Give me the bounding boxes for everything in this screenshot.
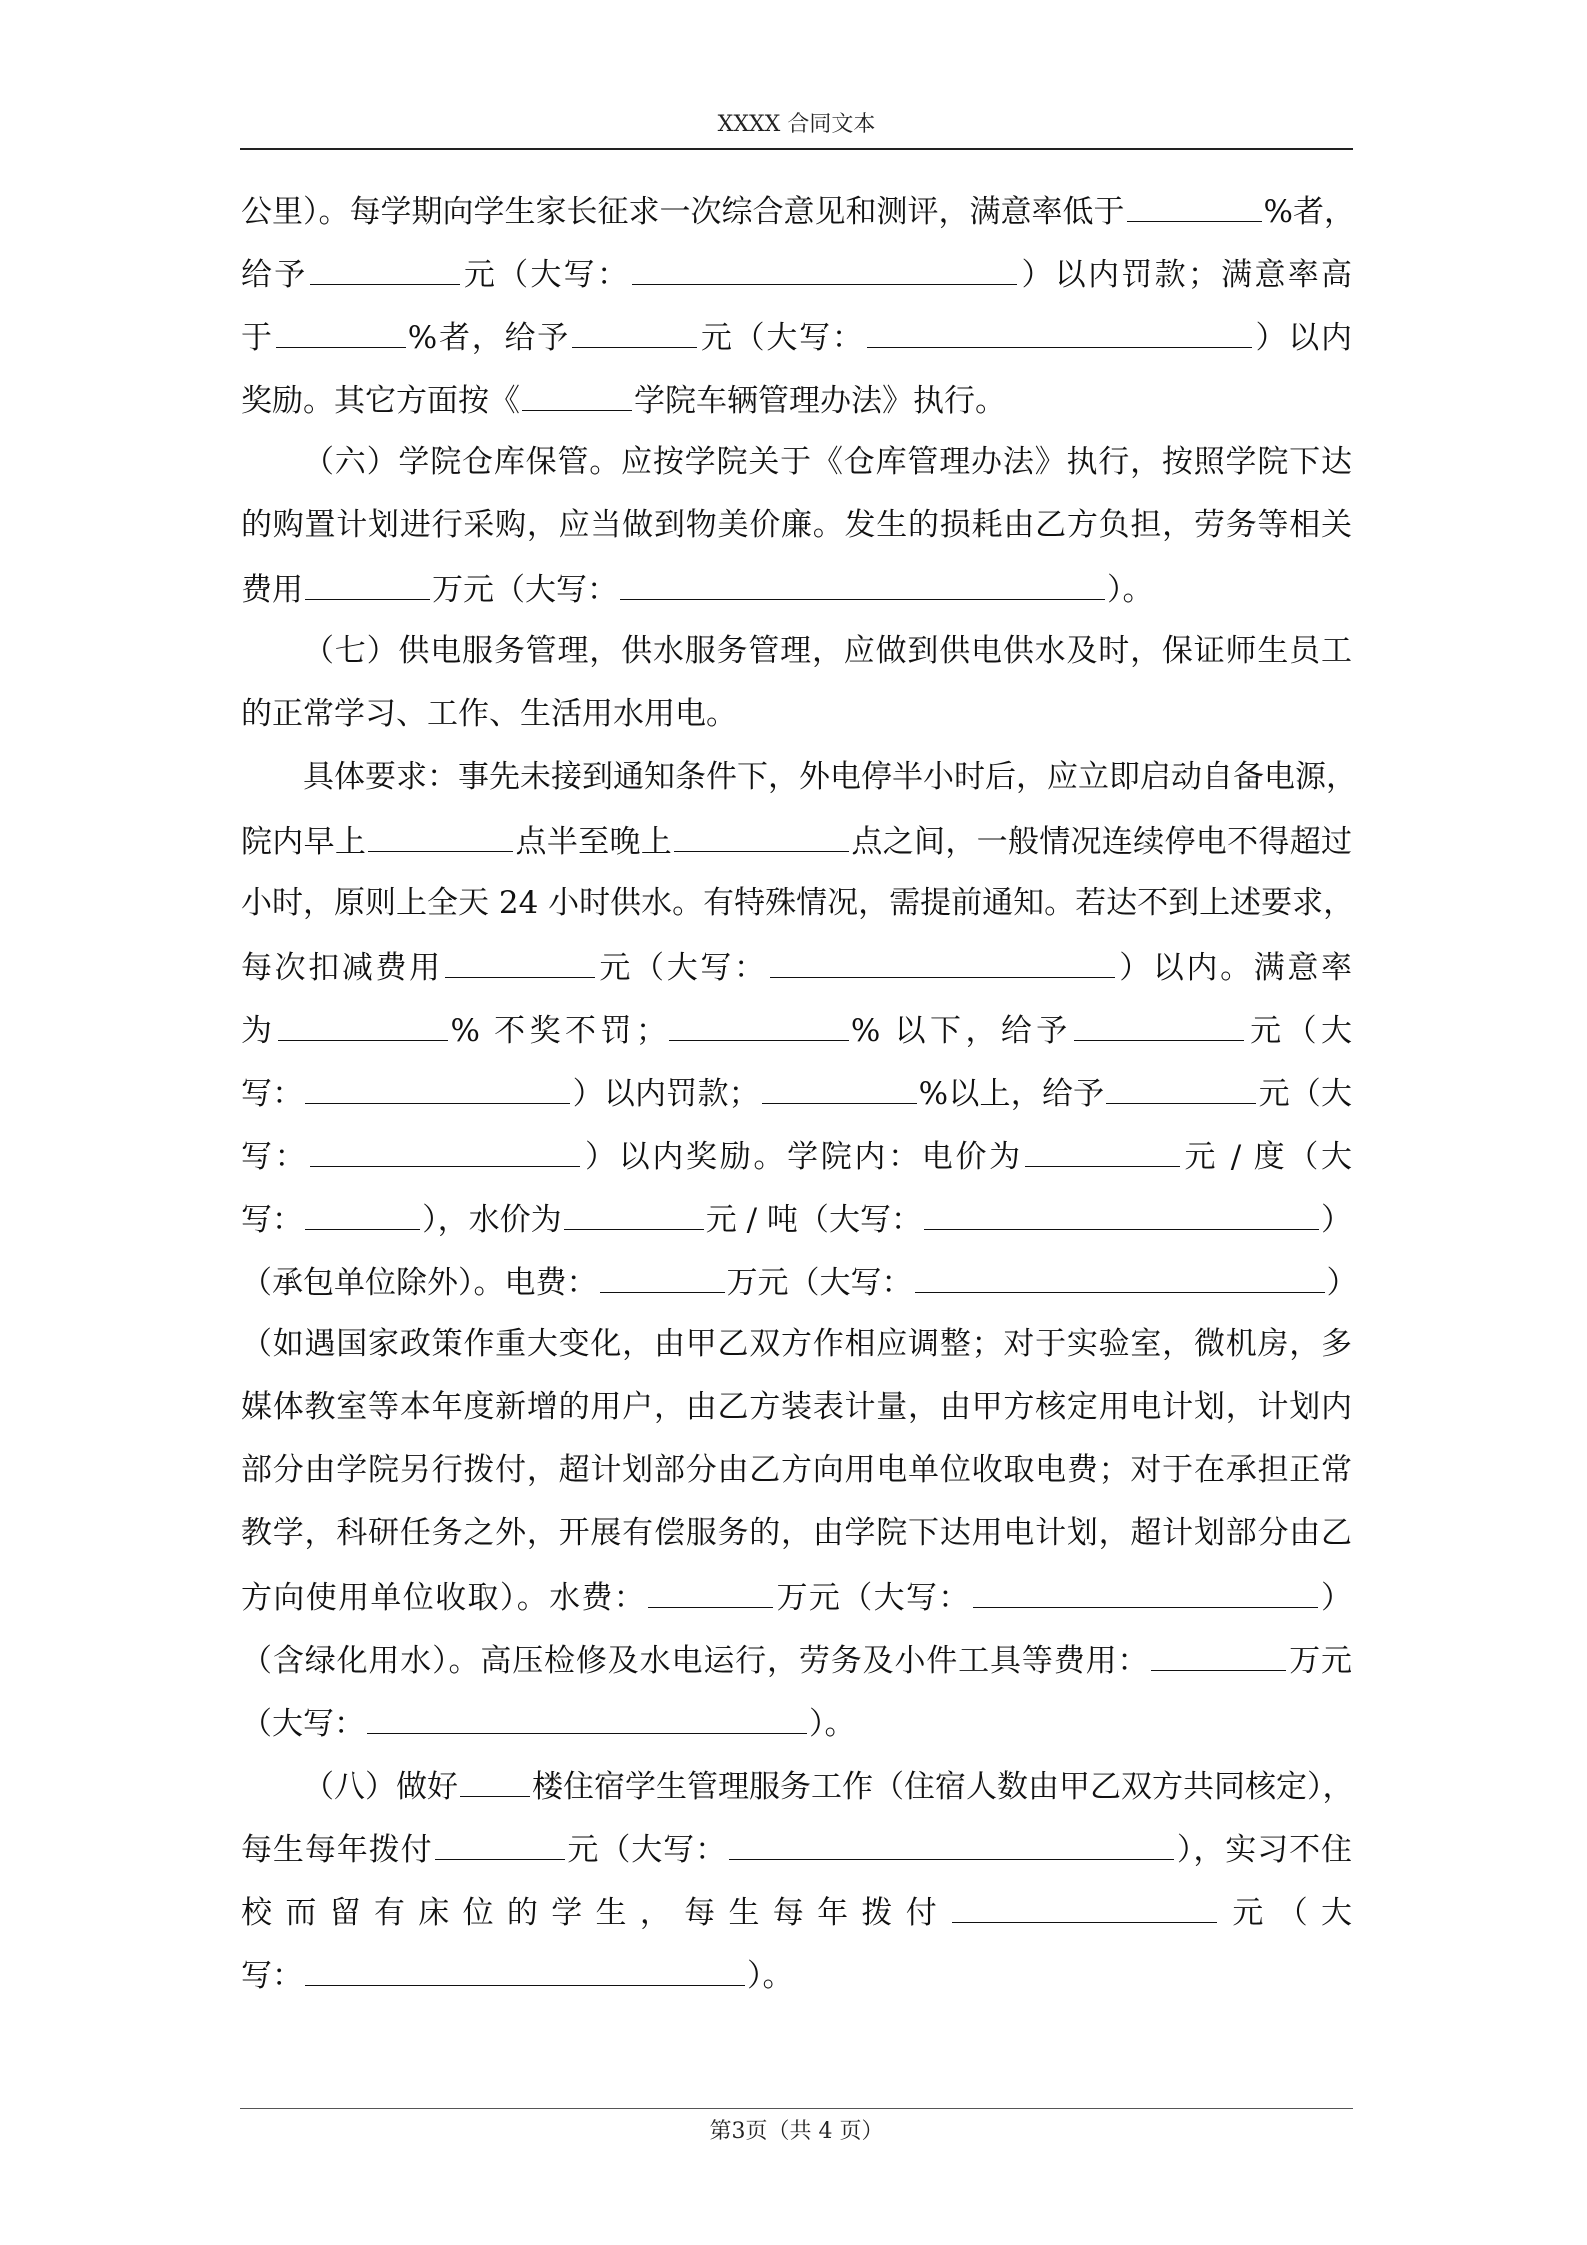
text-line bbox=[241, 818, 1352, 863]
text-segment: % 以下，给予 bbox=[850, 1013, 1072, 1049]
text-segment: 元 / 度（大 bbox=[1181, 1139, 1353, 1175]
text-segment: 为 bbox=[241, 1013, 277, 1049]
text-segment: 费用 bbox=[241, 572, 303, 608]
text-line bbox=[241, 1511, 1352, 1556]
text-segment: 每次扣减费用 bbox=[241, 950, 443, 986]
page-header bbox=[240, 112, 1353, 150]
text-line bbox=[241, 1448, 1352, 1493]
fill-in-blank[interactable] bbox=[1106, 1070, 1256, 1104]
fill-in-blank[interactable] bbox=[368, 818, 513, 852]
text-segment: （含绿化用水）。高压检修及水电运行，劳务及小件工具等费用： bbox=[241, 1643, 1150, 1679]
text-segment: 方向使用单位收取）。水费： bbox=[241, 1580, 647, 1616]
text-line bbox=[241, 1322, 1352, 1367]
text-segment: 奖励。其它方面按《 bbox=[241, 383, 520, 419]
text-segment: 元（大 bbox=[1219, 1895, 1353, 1931]
text-line bbox=[241, 188, 1355, 233]
text-line bbox=[241, 1700, 1352, 1745]
fill-in-blank[interactable] bbox=[460, 1763, 530, 1797]
text-segment: 部分由学院另行拨付，超计划部分由乙方向用电单位收取电费；对于在承担正常 bbox=[241, 1452, 1352, 1488]
text-line bbox=[241, 377, 1352, 422]
fill-in-blank[interactable] bbox=[600, 1259, 725, 1293]
text-segment: 元（大 bbox=[1245, 1013, 1353, 1049]
fill-in-blank[interactable] bbox=[276, 314, 406, 348]
text-segment: ），水价为 bbox=[422, 1202, 562, 1238]
text-segment: ）以内罚款；满意率高 bbox=[1019, 257, 1353, 293]
fill-in-blank[interactable] bbox=[1074, 1007, 1244, 1041]
text-segment: %以上，给予 bbox=[918, 1076, 1105, 1112]
fill-in-blank[interactable] bbox=[770, 944, 1115, 978]
text-segment: ）以内奖励。学院内：电价为 bbox=[582, 1139, 1023, 1175]
fill-in-blank[interactable] bbox=[924, 1196, 1319, 1230]
fill-in-blank[interactable] bbox=[435, 1826, 565, 1860]
fill-in-blank[interactable] bbox=[1127, 188, 1262, 222]
text-segment: 万元（大写： bbox=[775, 1580, 971, 1616]
text-line bbox=[241, 503, 1352, 548]
fill-in-blank[interactable] bbox=[522, 377, 632, 411]
text-segment: 万元（大写： bbox=[432, 572, 618, 608]
text-segment: 的购置计划进行采购，应当做到物美价廉。发生的损耗由乙方负担，劳务等相关 bbox=[241, 507, 1352, 543]
fill-in-blank[interactable] bbox=[310, 1133, 580, 1167]
text-segment: ） bbox=[1319, 1580, 1353, 1616]
text-segment: 元（大写： bbox=[566, 1832, 727, 1868]
fill-in-blank[interactable] bbox=[952, 1889, 1217, 1923]
fill-in-blank[interactable] bbox=[1025, 1133, 1180, 1167]
text-line bbox=[241, 692, 1352, 737]
fill-in-blank[interactable] bbox=[973, 1574, 1318, 1608]
text-segment: 学院车辆管理办法》执行。 bbox=[634, 383, 1006, 419]
text-line bbox=[241, 1259, 1358, 1304]
text-segment: （大写： bbox=[241, 1706, 365, 1742]
page-number: 第3页（共 4 页） bbox=[709, 2119, 884, 2144]
text-line bbox=[241, 1007, 1352, 1052]
text-segment: 每生每年拨付 bbox=[241, 1832, 433, 1868]
fill-in-blank[interactable] bbox=[867, 314, 1252, 348]
text-segment: 元（大写： bbox=[461, 257, 631, 293]
text-segment: ） bbox=[1326, 1265, 1358, 1301]
text-segment: 教学，科研任务之外，开展有偿服务的，由学院下达用电计划，超计划部分由乙 bbox=[241, 1515, 1352, 1551]
text-segment: （六）学院仓库保管。应按学院关于《仓库管理办法》执行，按照学院下达 bbox=[303, 444, 1352, 480]
text-segment: ）。 bbox=[809, 1706, 856, 1742]
fill-in-blank[interactable] bbox=[305, 566, 430, 600]
text-segment: ），实习不住 bbox=[1176, 1832, 1352, 1868]
text-segment: 于 bbox=[241, 320, 274, 356]
text-segment: ） bbox=[1321, 1202, 1353, 1238]
fill-in-blank[interactable] bbox=[674, 818, 849, 852]
text-segment: 元（大写： bbox=[596, 950, 768, 986]
text-segment: ）以内罚款； bbox=[572, 1076, 760, 1112]
text-segment: ）以内 bbox=[1253, 320, 1353, 356]
text-segment: ）。 bbox=[747, 1958, 794, 1994]
page-footer bbox=[240, 2108, 1353, 2145]
text-line bbox=[241, 1133, 1352, 1178]
text-segment: 给予 bbox=[241, 257, 308, 293]
fill-in-blank[interactable] bbox=[278, 1007, 448, 1041]
text-segment: 元（大 bbox=[1258, 1076, 1352, 1112]
fill-in-blank[interactable] bbox=[367, 1700, 807, 1734]
text-segment: 点半至晚上 bbox=[515, 824, 673, 860]
text-segment: 元 / 吨（大写： bbox=[705, 1202, 922, 1238]
text-segment: 具体要求：事先未接到通知条件下，外电停半小时后，应立即启动自备电源， bbox=[303, 759, 1357, 795]
fill-in-blank[interactable] bbox=[729, 1826, 1174, 1860]
text-line bbox=[241, 251, 1352, 296]
text-segment: 万元 bbox=[1288, 1643, 1353, 1679]
fill-in-blank[interactable] bbox=[648, 1574, 773, 1608]
text-line bbox=[241, 1637, 1352, 1682]
fill-in-blank[interactable] bbox=[669, 1007, 849, 1041]
text-line bbox=[241, 566, 1352, 611]
text-line bbox=[241, 1763, 1352, 1808]
fill-in-blank[interactable] bbox=[915, 1259, 1325, 1293]
text-segment: 写： bbox=[241, 1139, 309, 1175]
header-title: XXXX 合同文本 bbox=[717, 112, 876, 137]
text-segment: （承包单位除外）。电费： bbox=[241, 1265, 598, 1301]
text-line bbox=[241, 1952, 1352, 1997]
text-line bbox=[241, 755, 1357, 800]
text-line bbox=[241, 1385, 1352, 1430]
fill-in-blank[interactable] bbox=[620, 566, 1105, 600]
text-segment: 公里）。每学期向学生家长征求一次综合意见和测评，满意率低于 bbox=[241, 194, 1125, 230]
text-line bbox=[241, 1826, 1352, 1871]
text-line bbox=[241, 314, 1352, 359]
text-segment: 小时，原则上全天 24 小时供水。有特殊情况，需提前通知。若达不到上述要求， bbox=[241, 885, 1355, 921]
text-segment: （八）做好 bbox=[303, 1769, 458, 1805]
text-segment: 元（大写： bbox=[699, 320, 865, 356]
text-segment: 万元（大写： bbox=[726, 1265, 913, 1301]
text-line bbox=[241, 1070, 1352, 1115]
text-line bbox=[241, 440, 1352, 485]
text-segment: % 不奖不罚； bbox=[450, 1013, 667, 1049]
fill-in-blank[interactable] bbox=[762, 1070, 917, 1104]
text-segment: ）。 bbox=[1107, 572, 1154, 608]
text-segment: 点之间，一般情况连续停电不得超过 bbox=[851, 824, 1353, 860]
text-segment: 院内早上 bbox=[241, 824, 367, 860]
text-segment: ）以内。满意率 bbox=[1116, 950, 1353, 986]
text-line bbox=[241, 1889, 1352, 1934]
text-segment: 写： bbox=[241, 1202, 304, 1238]
document-body bbox=[241, 188, 1358, 2015]
text-segment: 写： bbox=[241, 1958, 303, 1994]
fill-in-blank[interactable] bbox=[445, 944, 595, 978]
text-segment: %者， bbox=[1263, 194, 1355, 230]
text-segment: 校而留有床位的学生，每生每年拨付 bbox=[241, 1895, 951, 1931]
text-line bbox=[241, 944, 1352, 989]
text-segment: 的正常学习、工作、生活用水用电。 bbox=[241, 696, 737, 732]
text-line bbox=[241, 629, 1352, 674]
fill-in-blank[interactable] bbox=[305, 1196, 420, 1230]
text-line bbox=[241, 1196, 1352, 1241]
text-segment: 楼住宿学生管理服务工作（住宿人数由甲乙双方共同核定）， bbox=[532, 1769, 1354, 1805]
text-line bbox=[241, 881, 1355, 926]
fill-in-blank[interactable] bbox=[310, 251, 460, 285]
fill-in-blank[interactable] bbox=[632, 251, 1017, 285]
fill-in-blank[interactable] bbox=[1151, 1637, 1286, 1671]
text-line bbox=[241, 1574, 1352, 1619]
text-segment: 写： bbox=[241, 1076, 304, 1112]
fill-in-blank[interactable] bbox=[305, 1952, 745, 1986]
text-segment: （如遇国家政策作重大变化，由甲乙双方作相应调整；对于实验室，微机房，多 bbox=[241, 1326, 1352, 1362]
fill-in-blank[interactable] bbox=[564, 1196, 704, 1230]
text-segment: 媒体教室等本年度新增的用户，由乙方装表计量，由甲方核定用电计划，计划内 bbox=[241, 1389, 1352, 1425]
text-segment: %者，给予 bbox=[407, 320, 571, 356]
fill-in-blank[interactable] bbox=[305, 1070, 570, 1104]
fill-in-blank[interactable] bbox=[572, 314, 697, 348]
text-segment: （七）供电服务管理，供水服务管理，应做到供电供水及时，保证师生员工 bbox=[303, 633, 1352, 669]
